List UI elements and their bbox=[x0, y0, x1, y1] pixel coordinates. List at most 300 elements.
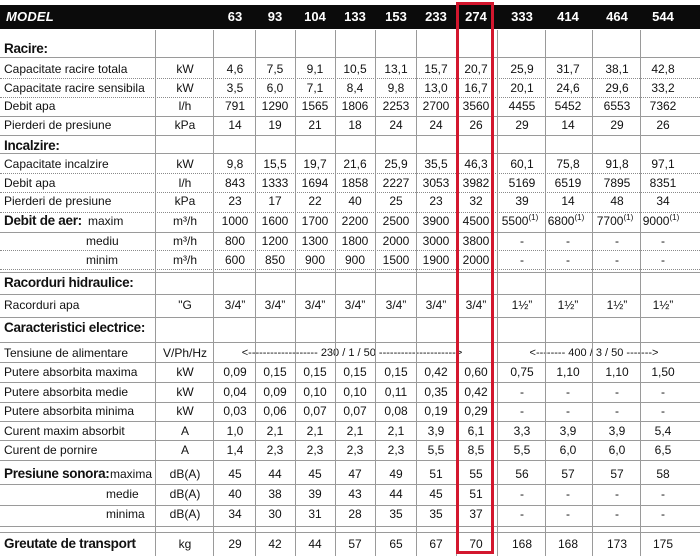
table-cell: 1700 bbox=[301, 214, 329, 228]
row-unit: A bbox=[180, 424, 189, 438]
column-divider bbox=[497, 30, 498, 556]
table-cell: 23 bbox=[228, 194, 242, 208]
row-unit: A bbox=[180, 443, 189, 457]
table-cell: - bbox=[661, 385, 665, 399]
table-cell: 4455 bbox=[508, 99, 536, 113]
table-cell: 3/4” bbox=[264, 298, 286, 312]
table-cell: 29 bbox=[515, 118, 529, 132]
table-cell: - bbox=[615, 253, 619, 267]
table-cell: 26 bbox=[469, 118, 483, 132]
row-label: minima bbox=[106, 507, 145, 521]
section-electrice: Caracteristici electrice: bbox=[4, 320, 146, 335]
table-cell: 2,3 bbox=[387, 443, 405, 457]
table-cell: 3/4” bbox=[425, 298, 447, 312]
column-divider bbox=[456, 30, 457, 556]
table-cell: 6553 bbox=[603, 99, 631, 113]
table-cell: 49 bbox=[389, 467, 403, 481]
row-divider-dotted bbox=[0, 269, 700, 270]
table-cell: 13,0 bbox=[424, 81, 448, 95]
table-cell: 0,35 bbox=[424, 385, 448, 399]
table-cell: 0,42 bbox=[464, 385, 488, 399]
table-cell: 17 bbox=[268, 194, 282, 208]
table-cell: 26 bbox=[656, 118, 670, 132]
table-cell: 2,1 bbox=[266, 424, 284, 438]
table-cell: 57 bbox=[348, 537, 362, 551]
table-cell: 30 bbox=[268, 507, 282, 521]
table-cell: 0,60 bbox=[464, 365, 488, 379]
table-cell: 33,2 bbox=[651, 81, 675, 95]
row-divider bbox=[0, 362, 700, 363]
table-cell: 45 bbox=[228, 467, 242, 481]
table-cell: 20,1 bbox=[510, 81, 534, 95]
row-divider-dotted bbox=[0, 173, 700, 174]
column-divider bbox=[640, 30, 641, 556]
table-cell: 6,0 bbox=[559, 443, 577, 457]
row-divider-dotted bbox=[0, 212, 700, 213]
table-cell: - bbox=[615, 234, 619, 248]
table-cell: 2253 bbox=[382, 99, 410, 113]
footnote-marker: (1) bbox=[623, 213, 634, 222]
table-cell: 31 bbox=[308, 507, 322, 521]
table-cell: 2,3 bbox=[306, 443, 324, 457]
row-divider-dotted bbox=[0, 192, 700, 193]
table-cell: 0,03 bbox=[223, 404, 247, 418]
table-cell: 0,29 bbox=[464, 404, 488, 418]
table-cell: - bbox=[615, 404, 619, 418]
table-cell: 8351 bbox=[649, 176, 677, 190]
table-cell: 70 bbox=[469, 537, 483, 551]
table-cell: 91,8 bbox=[605, 157, 629, 171]
table-cell: 0,15 bbox=[343, 365, 367, 379]
column-divider bbox=[295, 30, 296, 556]
model-number-93: 93 bbox=[267, 9, 283, 24]
footnote-marker: (1) bbox=[669, 213, 680, 222]
table-cell: 3000 bbox=[422, 234, 450, 248]
table-cell: 35 bbox=[389, 507, 403, 521]
row-unit: V/Ph/Hz bbox=[162, 346, 207, 360]
table-cell: 0,42 bbox=[424, 365, 448, 379]
table-cell: 29 bbox=[610, 118, 624, 132]
section-racire: Racire: bbox=[4, 41, 48, 56]
row-divider bbox=[0, 342, 700, 343]
row-label: mediu bbox=[86, 234, 119, 248]
table-cell: 0,15 bbox=[303, 365, 327, 379]
row-unit: dB(A) bbox=[169, 487, 201, 501]
table-cell: 1600 bbox=[261, 214, 289, 228]
table-cell: 175 bbox=[652, 537, 674, 551]
column-divider bbox=[545, 30, 546, 556]
table-cell: 5,5 bbox=[513, 443, 531, 457]
table-cell: 42 bbox=[268, 537, 282, 551]
table-cell: 600 bbox=[224, 253, 246, 267]
row-divider bbox=[0, 460, 700, 461]
table-cell: 2,1 bbox=[387, 424, 405, 438]
table-cell: 1½” bbox=[511, 298, 533, 312]
column-divider bbox=[335, 30, 336, 556]
table-cell: 3053 bbox=[422, 176, 450, 190]
row-label: Debit apa bbox=[4, 99, 56, 113]
table-cell: 0,06 bbox=[263, 404, 287, 418]
table-cell: 19,7 bbox=[303, 157, 327, 171]
row-label: Pierderi de presiune bbox=[4, 118, 112, 132]
row-label: Putere absorbita medie bbox=[4, 385, 129, 399]
table-cell: 1200 bbox=[261, 234, 289, 248]
row-label: Capacitate racire totala bbox=[4, 62, 128, 76]
table-cell: 25 bbox=[389, 194, 403, 208]
row-divider bbox=[0, 382, 700, 383]
row-label: Curent de pornire bbox=[4, 443, 98, 457]
table-cell: 13,1 bbox=[384, 62, 408, 76]
table-cell: 45 bbox=[308, 467, 322, 481]
table-cell: 850 bbox=[264, 253, 286, 267]
row-unit: dB(A) bbox=[169, 467, 201, 481]
row-divider bbox=[0, 116, 700, 117]
row-unit: kW bbox=[176, 385, 194, 399]
row-unit: l/h bbox=[178, 99, 192, 113]
table-cell: - bbox=[661, 507, 665, 521]
model-number-104: 104 bbox=[304, 9, 326, 24]
table-cell: 9,1 bbox=[306, 62, 324, 76]
table-cell: 7362 bbox=[649, 99, 677, 113]
table-cell: 8,5 bbox=[467, 443, 485, 457]
row-unit: kW bbox=[176, 404, 194, 418]
table-cell: 1½” bbox=[606, 298, 628, 312]
table-cell: 791 bbox=[224, 99, 246, 113]
table-cell: - bbox=[615, 487, 619, 501]
table-cell: 44 bbox=[389, 487, 403, 501]
table-cell: 97,1 bbox=[651, 157, 675, 171]
model-number-544: 544 bbox=[652, 9, 674, 24]
table-cell: 0,15 bbox=[384, 365, 408, 379]
table-cell: 1694 bbox=[301, 176, 329, 190]
model-number-153: 153 bbox=[385, 9, 407, 24]
table-cell: 7895 bbox=[603, 176, 631, 190]
table-cell: 51 bbox=[429, 467, 443, 481]
table-cell: 15,7 bbox=[424, 62, 448, 76]
table-cell: 48 bbox=[610, 194, 624, 208]
column-divider bbox=[255, 30, 256, 556]
table-cell: 4500 bbox=[462, 214, 490, 228]
table-cell: 9000$^{(1)}$ bbox=[642, 213, 680, 228]
table-cell: 25,9 bbox=[384, 157, 408, 171]
row-label: Capacitate incalzire bbox=[4, 157, 109, 171]
table-cell: 3/4” bbox=[304, 298, 326, 312]
table-cell: 3/4” bbox=[224, 298, 246, 312]
table-cell: - bbox=[520, 404, 524, 418]
table-cell: 1,4 bbox=[226, 443, 244, 457]
table-cell: 57 bbox=[561, 467, 575, 481]
table-cell: 3/4” bbox=[385, 298, 407, 312]
table-cell: 9,8 bbox=[387, 81, 405, 95]
table-cell: 2,1 bbox=[306, 424, 324, 438]
table-cell: 14 bbox=[228, 118, 242, 132]
table-cell: 0,09 bbox=[263, 385, 287, 399]
row-label: medie bbox=[106, 487, 139, 501]
table-cell: 44 bbox=[308, 537, 322, 551]
table-cell: 0,07 bbox=[303, 404, 327, 418]
model-number-414: 414 bbox=[557, 9, 579, 24]
table-cell: 2227 bbox=[382, 176, 410, 190]
table-cell: - bbox=[615, 385, 619, 399]
row-unit: m³/h bbox=[173, 214, 197, 228]
table-cell: 20,7 bbox=[464, 62, 488, 76]
table-cell: - bbox=[566, 385, 570, 399]
table-cell: - bbox=[520, 487, 524, 501]
row-unit: kW bbox=[176, 62, 194, 76]
row-unit: kW bbox=[176, 81, 194, 95]
table-cell: 0,15 bbox=[263, 365, 287, 379]
table-cell: 3560 bbox=[462, 99, 490, 113]
table-cell: - bbox=[520, 507, 524, 521]
table-cell: 5452 bbox=[554, 99, 582, 113]
table-cell: 24,6 bbox=[556, 81, 580, 95]
row-label: Pierderi de presiune bbox=[4, 194, 112, 208]
row-divider bbox=[0, 440, 700, 441]
table-cell: 3,9 bbox=[427, 424, 445, 438]
row-label: Curent maxim absorbit bbox=[4, 424, 125, 438]
table-cell: 1,50 bbox=[651, 365, 675, 379]
table-cell: - bbox=[520, 253, 524, 267]
table-cell: 6,0 bbox=[266, 81, 284, 95]
table-cell: 7,1 bbox=[306, 81, 324, 95]
row-unit: kg bbox=[178, 537, 192, 551]
table-cell: 16,7 bbox=[464, 81, 488, 95]
table-cell: - bbox=[566, 234, 570, 248]
table-cell: 5500$^{(1)}$ bbox=[501, 213, 539, 228]
table-cell: 0,10 bbox=[343, 385, 367, 399]
table-cell: 34 bbox=[228, 507, 242, 521]
footnote-marker: (1) bbox=[528, 213, 539, 222]
table-cell: 1333 bbox=[261, 176, 289, 190]
row-divider bbox=[0, 526, 700, 527]
table-cell: 10,5 bbox=[343, 62, 367, 76]
table-cell: 28 bbox=[348, 507, 362, 521]
table-cell: 31,7 bbox=[556, 62, 580, 76]
section-debit-aer: Debit de aer: bbox=[4, 213, 82, 228]
table-cell: 67 bbox=[429, 537, 443, 551]
table-cell: 40 bbox=[348, 194, 362, 208]
row-unit: m³/h bbox=[173, 234, 197, 248]
table-cell: 2,1 bbox=[346, 424, 364, 438]
table-cell: 3,9 bbox=[608, 424, 626, 438]
table-cell: 37 bbox=[469, 507, 483, 521]
table-cell: 65 bbox=[389, 537, 403, 551]
row-label: Putere absorbita minima bbox=[4, 404, 135, 418]
column-divider bbox=[155, 30, 156, 556]
row-unit: kW bbox=[176, 365, 194, 379]
table-cell: 1,10 bbox=[605, 365, 629, 379]
section-greutate: Greutate de transport bbox=[4, 536, 136, 551]
table-cell: 40 bbox=[228, 487, 242, 501]
table-cell: 14 bbox=[561, 194, 575, 208]
table-cell: - bbox=[661, 253, 665, 267]
table-cell: - bbox=[661, 404, 665, 418]
table-cell: 3900 bbox=[422, 214, 450, 228]
model-number-333: 333 bbox=[511, 9, 533, 24]
table-cell: 43 bbox=[348, 487, 362, 501]
section-racorduri: Racorduri hidraulice: bbox=[4, 275, 134, 290]
column-divider bbox=[375, 30, 376, 556]
table-cell: 24 bbox=[429, 118, 443, 132]
table-cell: 9,8 bbox=[226, 157, 244, 171]
table-cell: 0,75 bbox=[510, 365, 534, 379]
table-cell: 58 bbox=[656, 467, 670, 481]
row-divider bbox=[0, 421, 700, 422]
row-label: maxim bbox=[88, 214, 124, 228]
model-number-133: 133 bbox=[344, 9, 366, 24]
table-cell: 29,6 bbox=[605, 81, 629, 95]
table-cell: 3982 bbox=[462, 176, 490, 190]
table-cell: 42,8 bbox=[651, 62, 675, 76]
table-cell: 45 bbox=[429, 487, 443, 501]
table-cell: - bbox=[661, 487, 665, 501]
table-header bbox=[0, 5, 700, 29]
table-cell: 1900 bbox=[422, 253, 450, 267]
row-label: maxima bbox=[110, 467, 153, 481]
table-cell: 34 bbox=[656, 194, 670, 208]
table-cell: 1858 bbox=[341, 176, 369, 190]
row-divider-dotted bbox=[0, 97, 700, 98]
table-cell: 1806 bbox=[341, 99, 369, 113]
table-cell: 2700 bbox=[422, 99, 450, 113]
table-cell: 0,04 bbox=[223, 385, 247, 399]
table-cell: 55 bbox=[469, 467, 483, 481]
table-cell: 900 bbox=[304, 253, 326, 267]
table-cell: 38,1 bbox=[605, 62, 629, 76]
table-cell: 3,5 bbox=[226, 81, 244, 95]
model-number-464: 464 bbox=[606, 9, 628, 24]
table-cell: 3800 bbox=[462, 234, 490, 248]
table-cell: 21 bbox=[308, 118, 322, 132]
table-cell: 32 bbox=[469, 194, 483, 208]
model-number-274: 274 bbox=[465, 9, 487, 24]
row-divider-dotted bbox=[0, 250, 700, 251]
section-sonora: Presiune sonora: bbox=[4, 466, 110, 481]
model-number-233: 233 bbox=[425, 9, 447, 24]
model-number-63: 63 bbox=[227, 9, 243, 24]
table-cell: 22 bbox=[308, 194, 322, 208]
row-unit: kPa bbox=[174, 194, 196, 208]
table-cell: 57 bbox=[610, 467, 624, 481]
table-cell: 3/4” bbox=[465, 298, 487, 312]
footnote-marker: (1) bbox=[574, 213, 585, 222]
table-cell: 0,11 bbox=[384, 385, 408, 399]
voltage-range-single-phase: <------------------- 230 / 1 / 50 ---------------------> bbox=[241, 347, 463, 359]
row-divider-dotted bbox=[0, 78, 700, 79]
table-cell: 35,5 bbox=[424, 157, 448, 171]
table-cell: 15,5 bbox=[263, 157, 287, 171]
table-cell: 25,9 bbox=[510, 62, 534, 76]
table-cell: 5,4 bbox=[654, 424, 672, 438]
table-cell: 6800$^{(1)}$ bbox=[547, 213, 585, 228]
row-divider bbox=[0, 135, 700, 136]
table-cell: 1,0 bbox=[226, 424, 244, 438]
table-cell: 21,6 bbox=[343, 157, 367, 171]
table-cell: 56 bbox=[515, 467, 529, 481]
table-cell: 0,07 bbox=[343, 404, 367, 418]
row-label: minim bbox=[86, 253, 118, 267]
table-cell: 29 bbox=[228, 537, 242, 551]
table-cell: 47 bbox=[348, 467, 362, 481]
row-label: Tensiune de alimentare bbox=[4, 346, 129, 360]
table-cell: 0,08 bbox=[384, 404, 408, 418]
table-cell: 24 bbox=[389, 118, 403, 132]
table-cell: - bbox=[661, 234, 665, 248]
table-cell: 5,5 bbox=[427, 443, 445, 457]
table-cell: 38 bbox=[268, 487, 282, 501]
table-cell: 0,09 bbox=[223, 365, 247, 379]
table-cell: 35 bbox=[429, 507, 443, 521]
table-cell: - bbox=[615, 507, 619, 521]
row-unit: kW bbox=[176, 157, 194, 171]
row-label: Putere absorbita maxima bbox=[4, 365, 138, 379]
table-cell: 18 bbox=[348, 118, 362, 132]
row-divider bbox=[0, 532, 700, 533]
table-cell: 168 bbox=[557, 537, 579, 551]
table-cell: 3,9 bbox=[559, 424, 577, 438]
table-cell: - bbox=[566, 253, 570, 267]
column-divider bbox=[592, 30, 593, 556]
table-cell: 900 bbox=[344, 253, 366, 267]
row-divider bbox=[0, 294, 700, 295]
table-cell: 51 bbox=[469, 487, 483, 501]
table-cell: 4,6 bbox=[226, 62, 244, 76]
table-cell: 46,3 bbox=[464, 157, 488, 171]
table-cell: 39 bbox=[515, 194, 529, 208]
table-cell: - bbox=[566, 404, 570, 418]
row-unit: m³/h bbox=[173, 253, 197, 267]
table-cell: 843 bbox=[224, 176, 246, 190]
table-cell: 2000 bbox=[382, 234, 410, 248]
table-cell: 800 bbox=[224, 234, 246, 248]
table-cell: 44 bbox=[268, 467, 282, 481]
table-cell: 5169 bbox=[508, 176, 536, 190]
column-divider bbox=[416, 30, 417, 556]
table-cell: 1300 bbox=[301, 234, 329, 248]
table-cell: 7700$^{(1)}$ bbox=[596, 213, 634, 228]
column-divider bbox=[213, 30, 214, 556]
row-divider bbox=[0, 272, 700, 273]
table-cell: 60,1 bbox=[510, 157, 534, 171]
table-cell: 6,1 bbox=[467, 424, 485, 438]
table-cell: 2,3 bbox=[266, 443, 284, 457]
row-divider bbox=[0, 484, 700, 485]
table-cell: - bbox=[520, 385, 524, 399]
row-label: Racorduri apa bbox=[4, 298, 80, 312]
table-cell: 39 bbox=[308, 487, 322, 501]
row-unit: "G bbox=[178, 298, 192, 312]
table-cell: 2200 bbox=[341, 214, 369, 228]
row-unit: dB(A) bbox=[169, 507, 201, 521]
table-cell: 0,10 bbox=[303, 385, 327, 399]
table-cell: 6,0 bbox=[608, 443, 626, 457]
table-cell: 1565 bbox=[301, 99, 329, 113]
table-cell: 8,4 bbox=[346, 81, 364, 95]
table-cell: 19 bbox=[268, 118, 282, 132]
row-divider bbox=[0, 232, 700, 233]
table-cell: - bbox=[520, 234, 524, 248]
table-cell: 0,19 bbox=[424, 404, 448, 418]
table-cell: 2000 bbox=[462, 253, 490, 267]
row-divider bbox=[0, 402, 700, 403]
table-cell: 2500 bbox=[382, 214, 410, 228]
table-cell: 2,3 bbox=[346, 443, 364, 457]
section-incalzire: Incalzire: bbox=[4, 138, 60, 153]
table-cell: 173 bbox=[606, 537, 628, 551]
row-divider bbox=[0, 317, 700, 318]
table-cell: 3,3 bbox=[513, 424, 531, 438]
table-cell: 1800 bbox=[341, 234, 369, 248]
